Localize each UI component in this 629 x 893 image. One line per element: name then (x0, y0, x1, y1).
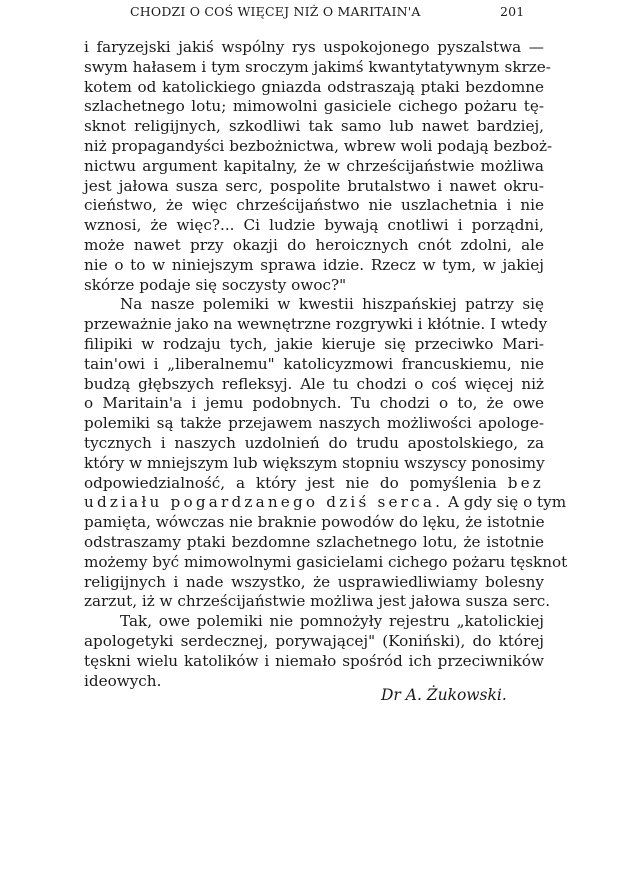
text-line: odstraszamy ptaki bezdomne szlachetnego lotu, że istotnie (84, 532, 544, 551)
text-line: nie o to w niniejszym sprawa idzie. Rzecz w tym, w jakiej (84, 255, 544, 274)
spaced-emphasis: udziału pogardzanego dziś serca. (84, 493, 444, 512)
page-header (0, 4, 629, 22)
text-line: ideowych. (84, 671, 162, 690)
text-line: który w mniejszym lub większym stopniu wszyscy ponosimy (84, 453, 545, 472)
text-line: tęskni wielu katolików i niemało spośród ich przeciwników (84, 651, 544, 670)
text-line: niż propagandyści bezbożnictwa, wbrew woli podają bezboż- (84, 136, 553, 155)
paragraph-1 (84, 38, 553, 295)
text-line: cieństwo, że więc chrześcijaństwo nie uszlachetnia i nie (84, 196, 544, 215)
text-line: wznosi, że więc?... Ci ludzie bywają cnotliwi i porządni, (84, 216, 544, 235)
running-title: CHODZI O COŚ WIĘCEJ NIŻ O MARITAIN'A (130, 4, 421, 19)
text-line: przeważnie jako na wewnętrzne rozgrywki i kłótnie. I wtedy (84, 315, 548, 334)
text-line: zarzut, iż w chrześcijaństwie możliwa jest jałowa susza serc. (84, 592, 551, 611)
text-line: religijnych i nade wszystko, że usprawiedliwiamy bolesny (84, 572, 544, 591)
paragraph-2 (84, 295, 568, 612)
text-line: pamięta, wówczas nie braknie powodów do lęku, że istotnie (84, 513, 545, 532)
text-line: nictwu argument kapitalny, że w chrześcijaństwie możliwa (84, 156, 544, 175)
paragraph-3 (84, 612, 544, 691)
text-line: filipiki w rodzaju tych, jakie kieruje się przeciwko Mari- (84, 334, 544, 353)
text-line: może nawet przy okazji do heroicznych cnót zdolni, ale (84, 235, 544, 254)
text-line: kotem od katolickiego gniazda odstraszają ptaki bezdomne (84, 77, 544, 96)
text-line: sknot religijnych, szkodliwi tak samo lub nawet bardziej, (84, 117, 544, 136)
text-line: skórze podaje się soczysty owoc?" (84, 275, 347, 294)
text-line: możemy być mimowolnymi gasicielami cichego pożaru tęsknot (84, 552, 568, 571)
text-line: tain'owi i „liberalnemu" katolicyzmowi francuskiemu, nie (84, 354, 544, 373)
text-line-emphasis (84, 493, 567, 513)
text-line: Tak, owe polemiki nie pomnożyły rejestru „katolickiej (120, 612, 544, 631)
text-segment: odpowiedzialność, a który jest nie do pomyślenia (84, 473, 508, 492)
text-line: jest jałowa susza serc, pospolite brutalstwo i nawet okru- (84, 176, 544, 195)
text-line: o Maritain'a i jemu podobnych. Tu chodzi o to, że owe (84, 394, 544, 413)
text-line: szlachetnego lotu; mimowolni gasiciele cichego pożaru tę- (84, 97, 544, 116)
text-line-emphasis (84, 474, 544, 494)
text-line: budzą głębszych refleksyj. Ale tu chodzi o coś więcej niż (84, 374, 544, 393)
text-line: swym hałasem i tym sroczym jakimś kwantytatywnym skrze- (84, 57, 551, 76)
spaced-emphasis: bez (507, 473, 544, 492)
text-segment: A gdy się o tym (443, 493, 567, 512)
text-line: polemiki są także przejawem naszych możliwości apologe- (84, 414, 544, 433)
text-line: apologetyki serdecznej, porywającej" (Koniński), do której (84, 631, 544, 650)
author-signature: Dr A. Żukowski. (381, 686, 507, 704)
text-line: i faryzejski jakiś wspólny rys uspokojonego pyszalstwa — (84, 38, 544, 56)
body-text (84, 38, 568, 691)
page-number: 201 (500, 4, 525, 19)
text-line: Na nasze polemiki w kwestii hiszpańskiej patrzy się (120, 295, 544, 314)
text-line: tycznych i naszych uzdolnień do trudu apostolskiego, za (84, 433, 544, 452)
